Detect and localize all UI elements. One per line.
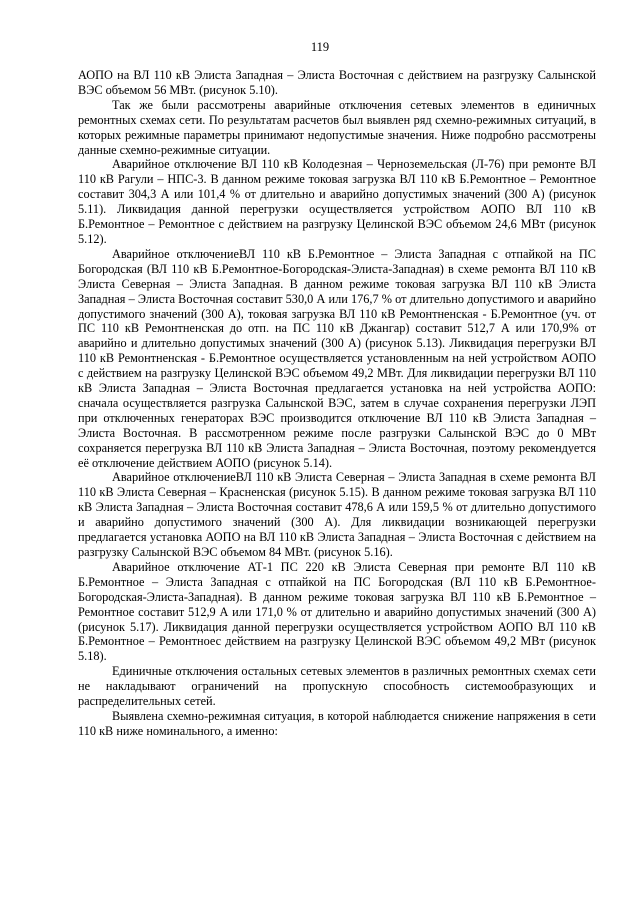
paragraph: Аварийное отключение АТ-1 ПС 220 кВ Элиста Северная при ремонте ВЛ 110 кВ Б.Ремонтное – Элиста Западная с отпайкой на ПС Богородская (ВЛ 110 кВ Б.Ремонтное-Богородская-Элиста-Западная). В данном режиме токовая загрузка ВЛ 110 кВ Б.Ремонтное – Ремонтное составит 512,9 А или 171,0 % от длительно и аварийно допустимых значений (300 А) (рисунок 5.17). Ликвидация данной перегрузки осуществляется устройством АОПО ВЛ 110 кВ Б.Ремонтное – Ремонтноес действием на разгрузку Целинской ВЭС объемом 49,2 МВт (рисунок 5.18). xyxy=(78,559,596,664)
body-text xyxy=(78,68,596,739)
paragraph: Единичные отключения остальных сетевых элементов в различных ремонтных схемах сети не накладывают ограничений на пропускную способность системообразующих и распределительных сетей. xyxy=(78,664,596,709)
paragraph: Аварийное отключениеВЛ 110 кВ Б.Ремонтное – Элиста Западная с отпайкой на ПС Богородская (ВЛ 110 кВ Б.Ремонтное-Богородская-Элиста-Западная) в схеме ремонта ВЛ 110 кВ Элиста Северная – Элиста Западная. В данном режиме токовая загрузка ВЛ 110 кВ Элиста Западная – Элиста Восточная составит 530,0 А или 176,7 % от длительно допустимого и аварийно допустимого значений (300 А), токовая загрузка ВЛ 110 кВ Ремонтненская - Б.Ремонтное (уч. от ПС 110 кВ Ремонтненская до отп. на ПС 110 кВ Джангар) составит 512,7 А или 170,9% от аварийно и длительно допустимых значений (300 А) (рисунок 5.13). Ликвидация перегрузки ВЛ 110 кВ Ремонтненская - Б.Ремонтное осуществляется установленным на ней устройством АОПО с действием на разгрузку Целинской ВЭС объемом 49,2 МВт. Для ликвидации перегрузки ВЛ 110 кВ Элиста Западная – Элиста Восточная предлагается установка на ней устройства АОПО: сначала осуществляется разгрузка Салынской ВЭС, затем в случае сохранения перегрузки ЛЭП при отключенных генераторах ВЭС производится отключение ВЛ 110 кВ Элиста Западная – Элиста Восточная. В рассмотренном режиме после разгрузки Салынской ВЭС до 0 МВт сохраняется перегрузка ВЛ 110 кВ Элиста Западная – Элиста Восточная, поэтому рекомендуется её отключение действием АОПО (рисунок 5.14). xyxy=(78,246,596,470)
page-number: 119 xyxy=(310,40,330,54)
paragraph: Аварийное отключение ВЛ 110 кВ Колодезная – Черноземельская (Л-76) при ремонте ВЛ 110 кВ Рагули – НПС-3. В данном режиме токовая загрузка ВЛ 110 кВ Б.Ремонтное – Ремонтное составит 304,3 А или 101,4 % от длительно и аварийно допустимых значений (300 А) (рисунок 5.11). Ликвидация данной перегрузки осуществляется устройством АОПО ВЛ 110 кВ Б.Ремонтное – Ремонтное с действием на разгрузку Целинской ВЭС объемом 24,6 МВт (рисунок 5.12). xyxy=(78,157,596,246)
paragraph: АОПО на ВЛ 110 кВ Элиста Западная – Элиста Восточная с действием на разгрузку Салынской ВЭС объемом 56 МВт. (рисунок 5.10). xyxy=(78,68,596,97)
paragraph: Выявлена схемно-режимная ситуация, в которой наблюдается снижение напряжения в сети 110 кВ ниже номинального, а именно: xyxy=(78,708,596,738)
paragraph: Так же были рассмотрены аварийные отключения сетевых элементов в единичных ремонтных схемах сети. По результатам расчетов был выявлен ряд схемно-режимных ситуаций, в которых режимные параметры принимают недопустимые значения. Ниже подробно рассмотрены данные схемно-режимные ситуации. xyxy=(78,97,596,157)
paragraph: Аварийное отключениеВЛ 110 кВ Элиста Северная – Элиста Западная в схеме ремонта ВЛ 110 кВ Элиста Северная – Красненская (рисунок 5.15). В данном режиме токовая загрузка ВЛ 110 кВ Элиста Западная – Элиста Восточная составит 478,6 А или 159,5 % от длительно допустимого и аварийно допустимого значений (300 А). Для ликвидации возникающей перегрузки предлагается установка АОПО на ВЛ 110 кВ Элиста Западная – Элиста Восточная с действием на разгрузку Салынской ВЭС объемом 84 МВт. (рисунок 5.16). xyxy=(78,470,596,559)
